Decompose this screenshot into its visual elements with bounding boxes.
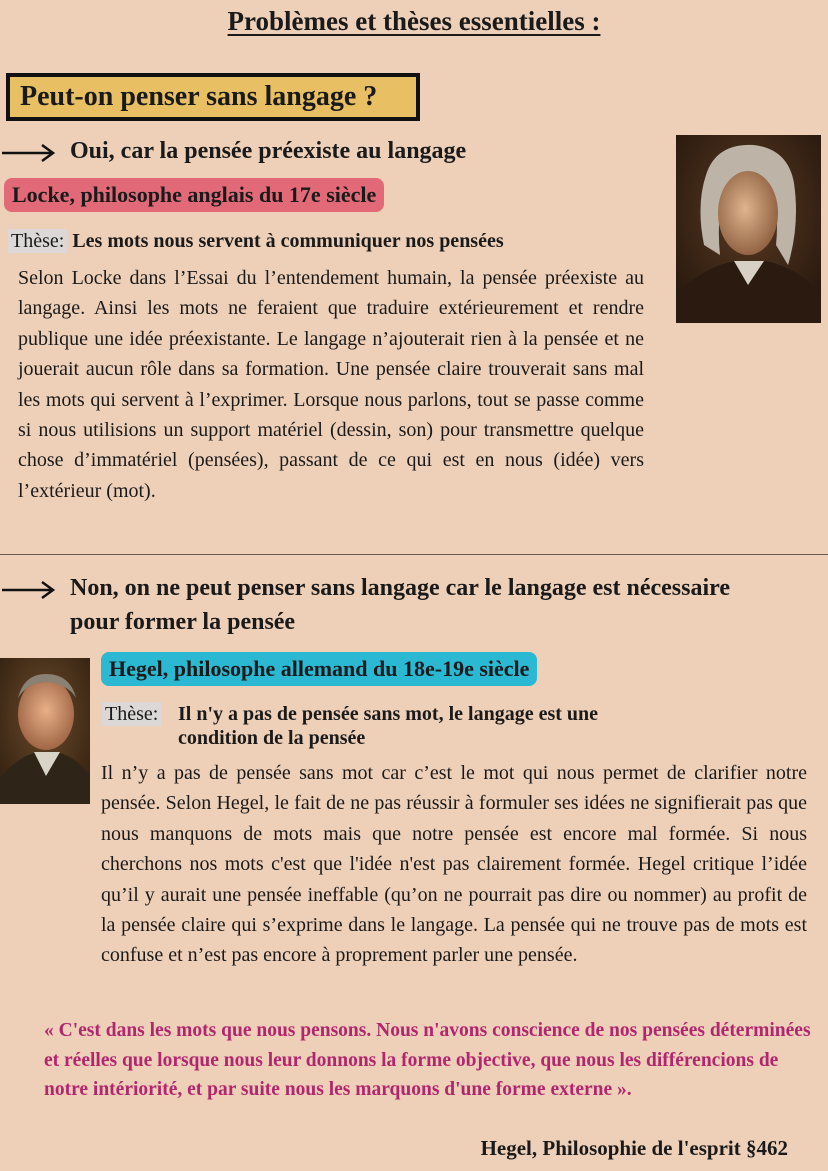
- answer-no-line1: Non, on ne peut penser sans langage car le langage est nécessaire: [70, 575, 730, 601]
- these-text-line1: Il n'y a pas de pensée sans mot, le langage est une: [178, 703, 599, 725]
- answer-no-line2: pour former la pensée: [70, 609, 296, 635]
- these-label: Thèse:: [102, 702, 161, 726]
- locke-tag: Locke, philosophe anglais du 17e siècle: [4, 178, 384, 212]
- these-label: Thèse:: [8, 229, 67, 253]
- question-box: Peut-on penser sans langage ?: [6, 73, 420, 121]
- section-divider: [0, 554, 828, 555]
- these-text-line2: condition de la pensée: [178, 727, 366, 749]
- page-title: Problèmes et thèses essentielles :: [227, 6, 601, 36]
- locke-portrait: [676, 135, 821, 323]
- arrow-right-icon: [2, 580, 56, 600]
- these-locke: [8, 230, 504, 253]
- these-text: Les mots nous servent à communiquer nos pensées: [72, 230, 504, 252]
- locke-paragraph: Selon Locke dans l’Essai du l’entendement humain, la pensée préexiste au langage. Ainsi les mots ne feraient que traduire extérieurement et rendre publique une idée préexistante. Le langage n’ajouterait rien à la pensée et ne jouerait aucun rôle dans sa formation. Une pensée claire trouverait sans mal les mots qui servent à l’exprimer. Lorsque nous parlons, tout se passe comme si nous utilisions un support matériel (dessin, son) pour transmettre quelque chose d’immatériel (pensées), passant de ce qui est en nous (idée) vers l’extérieur (mot).: [18, 267, 644, 502]
- these-hegel: [102, 702, 599, 749]
- arrow-right-icon: [2, 143, 56, 163]
- hegel-tag: Hegel, philosophe allemand du 18e-19e siècle: [101, 652, 537, 686]
- hegel-paragraph: Il n’y a pas de pensée sans mot car c’est le mot qui nous permet de clarifier notre pensée. Selon Hegel, le fait de ne pas réussir à formuler ses idées ne signifierait pas que nous manquons de mots mais que notre pensée est encore mal formée. Si nous cherchons nos mots c'est que l'idée n'est pas clairement formée. Hegel critique l’idée qu’il y aurait une pensée ineffable (qu’on ne pourrait pas dire ou nommer) au profit de la pensée claire qui s’exprime dans le langage. La pensée qui ne trouve pas de mots est confuse et n’est pas encore à proprement parler une pensée.: [101, 762, 807, 967]
- hegel-portrait: [0, 658, 90, 804]
- quote-source: Hegel, Philosophie de l'esprit §462: [480, 1136, 788, 1160]
- hegel-quote: « C'est dans les mots que nous pensons. Nous n'avons conscience de nos pensées déterminées et réelles que lorsque nous leur donnons la forme objective, que nous les différencions de notre intériorité, et par suite nous les marquons d'une forme externe ».: [44, 1020, 811, 1100]
- answer-yes: Oui, car la pensée préexiste au langage: [70, 138, 467, 164]
